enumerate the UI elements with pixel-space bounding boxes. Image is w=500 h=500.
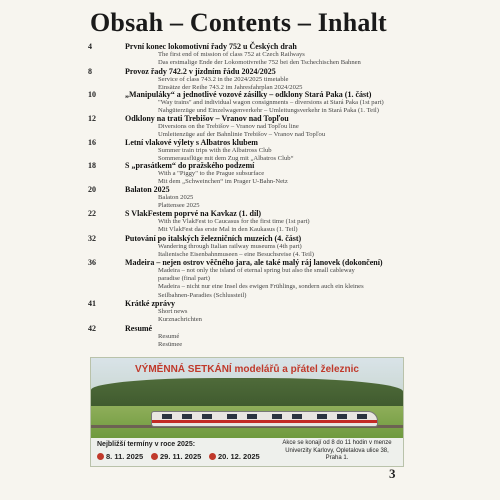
toc-subtitle: Service of class 743.2 in the 2024/2025 timetable (158, 76, 289, 83)
event-date: 8. 11. 2025 (97, 452, 143, 461)
toc-subtitle: Resümee (158, 341, 183, 349)
toc-subtitle: Mit VlakFest das erste Mal in den Kaukasus (1. Teil) (158, 226, 298, 234)
toc-subtitle: Umleitenzüge auf der Bahnlinie Trebišov – Vranov nad Topľou (158, 131, 326, 139)
toc-subtitle: Balaton 2025 (158, 194, 194, 201)
toc-subtitles (158, 51, 418, 67)
toc-subtitle: Sommerausflüge mit dem Zug mit „Albatros Club“ (158, 155, 294, 163)
banner-title: VÝMĚNNÁ SETKÁNÍ modelářů a přátel železnic (135, 364, 359, 375)
toc-page-number: 16 (88, 138, 96, 147)
toc-subtitle: Plattensee 2025 (158, 202, 200, 210)
event-date: 29. 11. 2025 (151, 452, 201, 461)
toc-heading: Letní vlakové výlety s Albatros klubem (125, 138, 258, 147)
toc-subtitle: Mit dem „Schweinchen“ im Prager U-Bahn-Netz (158, 178, 288, 186)
event-banner (90, 357, 404, 467)
event-info: Akce se konají od 8 do 11 hodin v menze Univerzity Karlovy, Opletalova ulice 38, Praha 1. (282, 440, 392, 461)
toc-page-number: 42 (88, 324, 96, 333)
toc-page-number: 10 (88, 90, 96, 99)
toc-page-number: 20 (88, 185, 96, 194)
toc-subtitle: Madeira – nicht nur eine Insel des ewigen Frühlings, sondern auch ein kleines (158, 283, 364, 291)
toc-subtitle: paradise (final part) (158, 275, 210, 283)
toc-heading: S VlakFestem poprvé na Kavkaz (1. díl) (125, 209, 262, 218)
toc-heading: Balaton 2025 (125, 185, 170, 194)
toc-subtitle: Summer train trips with the Albatross Club (158, 147, 272, 154)
banner-trees (91, 378, 403, 408)
toc-heading: Madeira – nejen ostrov věčného jara, ale také malý ráj lanovek (dokončení) (125, 258, 383, 267)
toc-subtitles (158, 243, 418, 259)
toc-page-number: 41 (88, 299, 96, 308)
toc-page-number: 36 (88, 258, 96, 267)
toc-page-number: 32 (88, 234, 96, 243)
toc-subtitle: With a "Piggy" to the Prague subsurface (158, 170, 265, 177)
toc-subtitles (158, 218, 418, 234)
toc-subtitles (158, 308, 418, 324)
toc-heading: Resumé (125, 324, 153, 333)
toc-subtitle: Wandering through Italian railway museums (4th part) (158, 243, 302, 250)
toc-subtitles (158, 333, 418, 349)
toc-subtitle: Italienische Eisenbahnmuseen – eine Besuchsreise (4. Teil) (158, 251, 314, 259)
toc-subtitle: Diversions on the Trebišov – Vranov nad Topľou line (158, 123, 299, 130)
train-image (151, 411, 378, 427)
toc-subtitle: Das erstmalige Ende der Lokomotivreihe 752 bei den Tschechischen Bahnen (158, 59, 361, 67)
toc-page-number: 18 (88, 161, 96, 170)
toc-heading: Krátké zprávy (125, 299, 175, 308)
red-dot-icon (151, 453, 158, 460)
toc-subtitles (158, 123, 418, 139)
toc-subtitle: Einsätze der Reihe 743.2 im Jahresfahrplan 2024/2025 (158, 84, 303, 92)
toc-subtitle: Seilbahnen-Paradies (Schlussteil) (158, 291, 247, 299)
toc-subtitle: "Way trains" and individual wagon consignments – diversions at Stará Paka (1st part) (158, 99, 384, 106)
toc-subtitle: With the VlakFest to Caucasus for the first time (1st part) (158, 218, 310, 225)
red-dot-icon (97, 453, 104, 460)
dates-label: Nejbližší termíny v roce 2025: (97, 441, 196, 448)
page-title: Obsah – Contents – Inhalt (90, 8, 387, 37)
red-dot-icon (209, 453, 216, 460)
toc-heading: Odklony na trati Trebišov – Vranov nad Topľou (125, 114, 289, 123)
toc-heading: „Manipuláky“ a jednotlivé vozové zásilky – odklony Stará Paka (1. část) (125, 90, 372, 99)
toc-subtitle: Nahgüterzüge und Einzelwagenverkehr – Umleitungsverkehr in Stará Paka (1. Teil) (158, 107, 379, 115)
toc-subtitle: Short news (158, 308, 188, 315)
toc-subtitle: Kurznachrichten (158, 316, 202, 324)
toc-heading: Provoz řady 742.2 v jízdním řádu 2024/2025 (125, 67, 276, 76)
toc-heading: Putování po italských železničních muzeích (4. část) (125, 234, 302, 243)
event-date: 20. 12. 2025 (209, 452, 260, 461)
toc-page-number: 22 (88, 209, 96, 218)
page-number: 3 (389, 466, 396, 481)
toc-page-number: 8 (88, 67, 92, 76)
toc-subtitle: Resumé (158, 333, 180, 340)
dates-box (91, 438, 403, 466)
toc-subtitle: Madeira – not only the island of eternal spring but also the small cableway (158, 267, 355, 274)
toc-subtitles (158, 267, 418, 300)
toc-heading: První konec lokomotivní řady 752 u Českých drah (125, 42, 297, 51)
toc-subtitle: The first end of mission of class 752 at Czech Railways (158, 51, 305, 58)
toc-subtitles (158, 170, 418, 186)
toc-subtitles (158, 99, 418, 115)
toc-heading: S „prasátkem“ do pražského podzemí (125, 161, 255, 170)
toc-page-number: 4 (88, 42, 92, 51)
toc-subtitles (158, 194, 418, 210)
toc-page-number: 12 (88, 114, 96, 123)
